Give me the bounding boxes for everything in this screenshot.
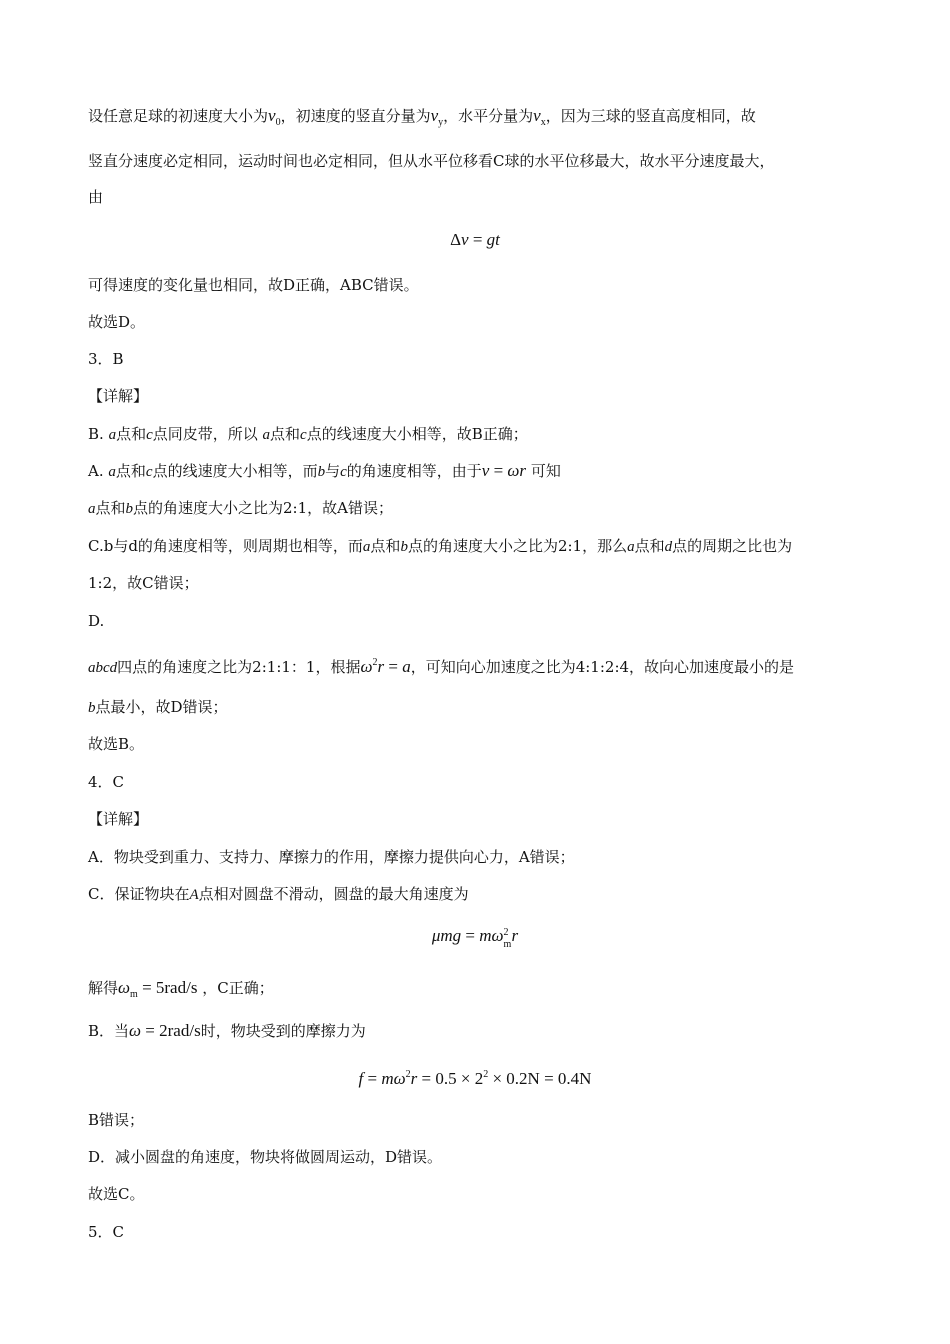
text: 点的线速度大小相等，故B正确； bbox=[306, 425, 528, 443]
vy-symbol bbox=[430, 106, 444, 128]
superscript: 2 bbox=[405, 1069, 411, 1080]
text: ，可知向心加速度之比为4:1:2:4，故向心加速度最小的是 bbox=[410, 658, 795, 676]
equals: = bbox=[489, 461, 508, 480]
r-symbol: r bbox=[377, 657, 385, 676]
v0-symbol bbox=[268, 106, 281, 128]
omega-symbol: ω bbox=[118, 978, 131, 997]
text: 的角速度相等，由于 bbox=[346, 462, 482, 480]
mu-mg-symbol: μmg bbox=[431, 926, 462, 945]
var-c: c bbox=[340, 464, 347, 480]
delta-symbol: Δ bbox=[450, 230, 462, 249]
superscript: 2 bbox=[503, 927, 509, 938]
q3-option-a-cont bbox=[88, 498, 868, 519]
text: A. bbox=[88, 462, 109, 480]
q3-header: 3．B bbox=[88, 350, 124, 368]
gt-symbol: gt bbox=[486, 230, 500, 249]
var-a: a bbox=[627, 539, 635, 555]
subscript: y bbox=[438, 117, 444, 128]
text: 点和 bbox=[270, 425, 301, 443]
r-symbol: r bbox=[410, 1069, 418, 1088]
omega-symbol: ω bbox=[129, 1021, 142, 1040]
text: ，水平分量为 bbox=[443, 107, 534, 125]
subscript: m bbox=[503, 939, 512, 950]
q4-b-error: B错误； bbox=[88, 1111, 145, 1129]
q5-header: 5．C bbox=[88, 1223, 125, 1241]
m-omega-symbol: mω bbox=[381, 1069, 406, 1088]
equation-max-omega bbox=[0, 926, 950, 950]
q4-option-b bbox=[88, 1021, 868, 1041]
subscript: m bbox=[130, 989, 138, 1000]
equation-delta-v bbox=[0, 230, 950, 250]
q3-option-d-cont bbox=[88, 697, 868, 718]
text: 点和 bbox=[95, 499, 126, 517]
var-A: A bbox=[189, 887, 199, 903]
r-symbol: r bbox=[511, 926, 519, 945]
text: 解得 bbox=[88, 979, 119, 997]
q3-detail-label: 【详解】 bbox=[88, 387, 149, 405]
var-a: a bbox=[108, 427, 117, 443]
para2-line1: 可得速度的变化量也相同，故D正确，ABC错误。 bbox=[88, 276, 419, 294]
q4-option-d: D．减小圆盘的角速度，物块将做圆周运动，D错误。 bbox=[88, 1148, 443, 1166]
var-a: a bbox=[108, 464, 116, 480]
v-symbol: v bbox=[430, 106, 439, 125]
equals: = bbox=[468, 230, 487, 249]
var-a: a bbox=[362, 539, 371, 555]
var-b: b bbox=[317, 464, 326, 480]
text: 点的线速度大小相等，而 bbox=[152, 462, 318, 480]
equals: = bbox=[363, 1069, 382, 1088]
para1-line1 bbox=[88, 106, 868, 133]
m-omega-symbol: mω bbox=[479, 926, 504, 945]
superscript: 2 bbox=[483, 1069, 489, 1080]
v-symbol: v bbox=[461, 230, 469, 249]
text: 点和 bbox=[634, 537, 665, 555]
text: 点的周期之比也为 bbox=[672, 537, 793, 555]
value: × 0.2N = 0.4N bbox=[488, 1069, 592, 1088]
text: 点的角速度大小之比为2:1，那么 bbox=[407, 537, 628, 555]
text: 点和 bbox=[370, 537, 401, 555]
equals: = bbox=[384, 657, 403, 676]
q4-option-c bbox=[88, 884, 868, 905]
subscript: 0 bbox=[275, 117, 281, 128]
text: 可知 bbox=[526, 462, 561, 480]
superscript: 2 bbox=[372, 657, 378, 668]
var-b: b bbox=[125, 501, 134, 517]
q3-option-a bbox=[88, 461, 868, 482]
text: 时，物块受到的摩擦力为 bbox=[200, 1022, 366, 1040]
f-symbol: f bbox=[358, 1069, 364, 1088]
q3-option-d-head: D. bbox=[88, 612, 105, 630]
text: 点和 bbox=[115, 462, 146, 480]
para1-line2: 竖直分速度必定相同，运动时间也必定相同，但从水平位移看C球的水平位移最大，故水平分速度最大， bbox=[88, 152, 775, 170]
para2-line2: 故选D。 bbox=[88, 313, 146, 331]
var-a: a bbox=[88, 501, 96, 517]
omega-r-symbol: ωr bbox=[507, 461, 527, 480]
omega-symbol: ω bbox=[360, 657, 373, 676]
v-symbol: v bbox=[533, 106, 541, 125]
text: ，C正确； bbox=[197, 979, 274, 997]
a-symbol: a bbox=[402, 657, 411, 676]
q3-option-c-cont: 1:2，故C错误； bbox=[88, 574, 199, 592]
var-d: d bbox=[664, 539, 673, 555]
text: B. bbox=[88, 425, 109, 443]
text: 点和 bbox=[116, 425, 147, 443]
vx-symbol bbox=[533, 106, 546, 128]
value: = 5rad/s bbox=[137, 978, 198, 997]
q4-option-a: A．物块受到重力、支持力、摩擦力的作用，摩擦力提供向心力，A错误； bbox=[88, 848, 575, 866]
v-symbol: v bbox=[268, 106, 276, 125]
q4-conclusion: 故选C。 bbox=[88, 1185, 145, 1203]
var-b: b bbox=[88, 700, 96, 716]
text: B．当 bbox=[88, 1022, 130, 1040]
var-c: c bbox=[300, 427, 307, 443]
equation-friction bbox=[0, 1065, 950, 1089]
text: C.b与d的角速度相等，则周期也相等，而 bbox=[88, 537, 363, 555]
var-c: c bbox=[146, 427, 153, 443]
q3-option-c bbox=[88, 536, 868, 557]
text: 点最小，故D错误； bbox=[95, 698, 228, 716]
q4-header: 4．C bbox=[88, 773, 125, 791]
script-stack bbox=[503, 927, 512, 950]
q3-option-b bbox=[88, 424, 868, 445]
var-a: a bbox=[262, 427, 271, 443]
var-abcd: abcd bbox=[88, 660, 118, 676]
value: = 0.5 × 2 bbox=[417, 1069, 484, 1088]
text: 点的角速度大小之比为2:1，故A错误； bbox=[133, 499, 393, 517]
value: = 2rad/s bbox=[141, 1021, 201, 1040]
para1-line3: 由 bbox=[88, 188, 104, 206]
subscript: x bbox=[540, 117, 546, 128]
text: 与 bbox=[325, 462, 341, 480]
text: 四点的角速度之比为2:1:1：1，根据 bbox=[117, 658, 361, 676]
text: 点同皮带，所以 bbox=[152, 425, 263, 443]
q3-option-d bbox=[88, 653, 868, 678]
var-b: b bbox=[400, 539, 408, 555]
q3-conclusion: 故选B。 bbox=[88, 735, 145, 753]
text: ，因为三球的竖直高度相同，故 bbox=[545, 107, 756, 125]
text: 点相对圆盘不滑动，圆盘的最大角速度为 bbox=[198, 885, 469, 903]
text: C．保证物块在 bbox=[88, 885, 190, 903]
v-symbol: v bbox=[481, 461, 490, 480]
q4-detail-label: 【详解】 bbox=[88, 810, 149, 828]
q4-solution bbox=[88, 978, 868, 1005]
equals: = bbox=[461, 926, 480, 945]
var-c: c bbox=[145, 464, 153, 480]
text: ，初速度的竖直分量为 bbox=[280, 107, 431, 125]
text: 设任意足球的初速度大小为 bbox=[88, 107, 269, 125]
